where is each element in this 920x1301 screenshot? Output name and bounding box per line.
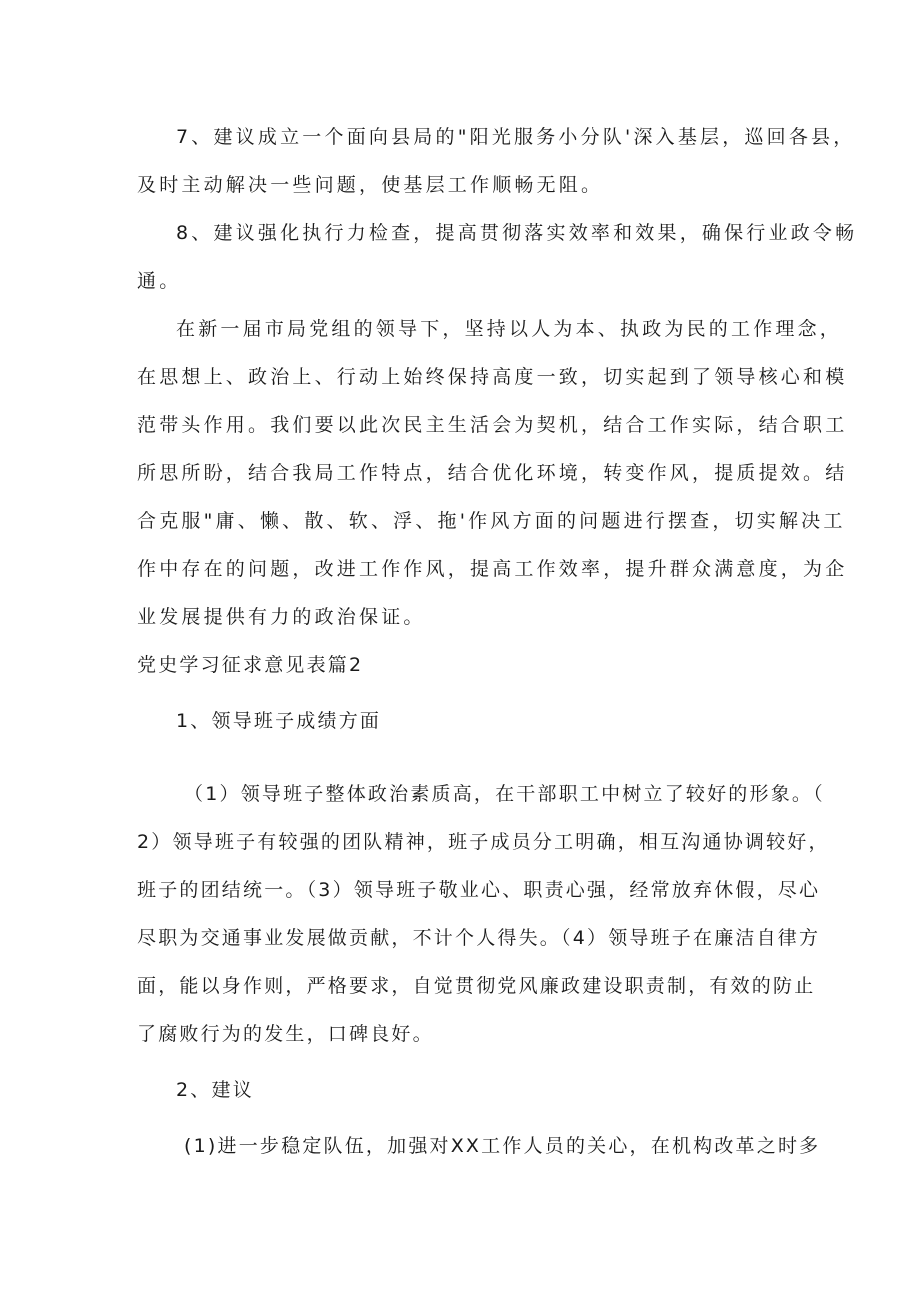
text-line-17: 尽职为交通事业发展做贡献，不计个人得失。（4）领导班子在廉洁自律方 (137, 927, 821, 949)
text-line-9: 合克服"庸、懒、散、软、浮、拖'作风方面的问题进行摆查，切实解决工 (137, 510, 846, 532)
subsection-heading-1: 1、领导班子成绩方面 (176, 710, 382, 732)
text-line-16: 班子的团结统一。（3）领导班子敬业心、职责心强，经常放弃休假，尽心 (137, 879, 821, 901)
text-line-8: 所思所盼，结合我局工作特点，结合优化环境，转变作风，提质提效。结 (137, 462, 848, 484)
text-line-18: 面，能以身作则，严格要求，自觉贯彻党风廉政建设职责制，有效的防止 (137, 975, 816, 997)
section-heading: 党史学习征求意见表篇2 (137, 654, 364, 676)
text-line-21: (1)进一步稳定队伍，加强对XX工作人员的关心，在机构改革之时多 (184, 1135, 821, 1157)
text-line-5: 在新一届市局党组的领导下，坚持以人为本、执政为民的工作理念， (176, 318, 843, 340)
text-line-1: 7、建议成立一个面向县局的"阳光服务小分队'深入基层，巡回各县， (176, 126, 856, 148)
subsection-heading-2: 2、建议 (176, 1079, 254, 1101)
text-line-10: 作中存在的问题，改进工作作风，提高工作效率，提升群众满意度，为企 (137, 558, 848, 580)
text-line-7: 范带头作用。我们要以此次民主生活会为契机，结合工作实际，结合职工 (137, 414, 848, 436)
text-line-2: 及时主动解决一些问题，使基层工作顺畅无阻。 (137, 174, 604, 196)
text-line-14: （1）领导班子整体政治素质高，在干部职工中树立了较好的形象。（ (184, 783, 825, 805)
text-line-4: 通。 (137, 270, 182, 292)
text-line-6: 在思想上、政治上、行动上始终保持高度一致，切实起到了领导核心和模 (137, 366, 848, 388)
text-line-3: 8、建议强化执行力检查，提高贯彻落实效率和效果，确保行业政令畅 (176, 222, 858, 244)
text-line-19: 了腐败行为的发生，口碑良好。 (137, 1023, 434, 1045)
text-line-15: 2）领导班子有较强的团队精神，班子成员分工明确，相互沟通协调较好， (137, 831, 830, 853)
text-line-11: 业发展提供有力的政治保证。 (137, 606, 426, 628)
